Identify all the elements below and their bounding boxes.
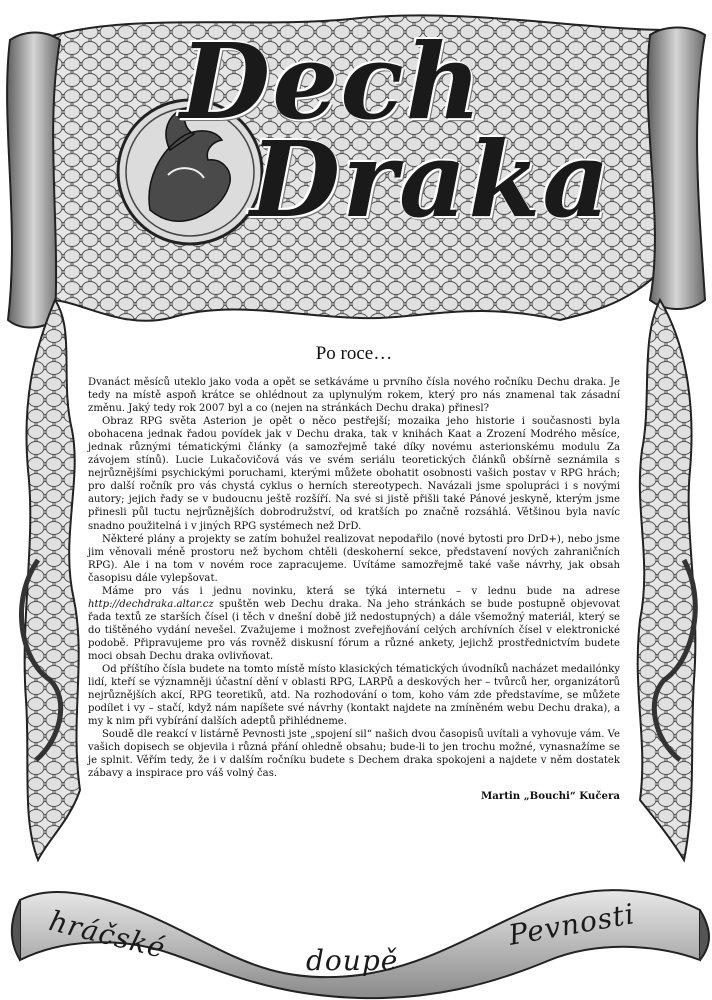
paragraph-2: Obraz RPG světa Asterion je opět o něco pestřejší; mozaika jeho historie i současnosti byla obohacena jednak řadou povídek jak v Dechu draka, tak v knihách Kaat a Zrození Modrého měsíce, jednak různými tématickými články (a samozřejmě také díky novému asterionskému modulu Za závojem stínů). Lucie Lukačovičová vás ve svém seriálu teoretických článků obšírně seznámila s nejrůznějšími psychickými poruchami, kterými můžete obohatit osobnosti vašich postav v RPG hrách; pro další ročník pro vás chystá cyklus o herních stereotypech. Navázali jsme spolupráci i s novými autory; jejich řady se v budoucnu ještě rozšíří. Na své si jistě přišli také Pánové jeskyně, kterým jsme přinesli půl tuctu nejrůznějších dobrodružství, od kratších po značně rozsáhlá. Většinou byla navíc snadno použitelná i v jiných RPG systémech než DrD. [88,416,620,532]
masthead [140,20,660,250]
paragraph-5: Od příštího čísla budete na tomto místě místo klasických tématických úvodníků nacházet medailónky lidí, kteří se významněji účastní dění v oblasti RPG, LARPů a deskových her – tvůrců her, organizátorů nejrůznějších akcí, RPG teoretiků, atd. Na rozhodování o tom, koho vám zde představíme, se můžete podílet i vy – stačí, když nám napíšete své návrhy (kontakt najdete na zmíněném webu Dechu draka), a my k nim při vybírání dalších adeptů přihlédneme. [88,664,620,728]
article [88,342,620,804]
article-title: Po roce… [315,343,393,364]
right-side-strip [638,300,696,860]
left-scroll-roll [7,33,60,328]
website-link[interactable]: http://dechdraka.altar.cz [88,598,214,610]
author-signature: Martin „Bouchi“ Kučera [480,790,620,803]
paragraph-3: Některé plány a projekty se zatím bohužel realizovat nepodařilo (nové bytosti pro DrD+), nebo jsme jim věnovali méně prostoru než bychom chtěli (deskoherní sekce, představení nových zahraničních RPG). Ale i na tom v novém roce zapracujeme. Uvítáme samozřejmě také vaše návrhy, jak obsah časopisu dále vylepšovat. [88,533,620,584]
banner-word-right: Pevnosti [506,897,638,952]
banner-word-middle: doupě [306,944,399,977]
paragraph-6: Soudě dle reakcí v listárně Pevnosti jste „spojení sil“ našich dvou časopisů uvítali a vyhovuje vám. Ve vašich dopisech se objevila i různá přání ohledně obsahu; bude-li to jen trochu možné, vynasnažíme se je splnit. Věřím tedy, že i v dalším ročníku budete s Dechem draka spokojeni a najdete v něm dostatek zábavy a inspirace pro váš volný čas. [88,729,620,780]
masthead-title-line-1: Dech [180,20,484,143]
left-side-strip [25,300,80,860]
banner-word-left: hráčské [45,904,169,965]
paragraph-4-end: spuštěn web Dechu draka. Na jeho stránkách se bude postupně objevovat řada textů ze starších čísel (i těch v dnešní době již nedostupných) a dále všemožný materiál, který se do tištěného vydání nevešel. Zvažujeme i možnost zveřejňování celých archívních čísel v elektronické podobě. Připravujeme pro vás rovněž diskusní fórum a různé ankety, jejichž prostřednictvím budete moci obsah Dechu draka ovlivňovat. [88,598,620,662]
paragraph-4 [88,585,620,663]
masthead-title-line-2: Draka [250,118,612,241]
paragraph-4-start: Máme pro vás i jednu novinku, která se týká internetu – v lednu bude na adrese [102,585,620,597]
paragraph-1: Dvanáct měsíců uteklo jako voda a opět se setkáváme u prvního čísla nového ročníku Dechu draka. Je tedy na místě aspoň krátce se ohlédnout za uplynulým rokem, který pro nás znamenal tak zásadní změnu. Jaký tedy rok 2007 byl a co (nejen na stránkách Dechu draka) přinesl? [88,377,620,415]
